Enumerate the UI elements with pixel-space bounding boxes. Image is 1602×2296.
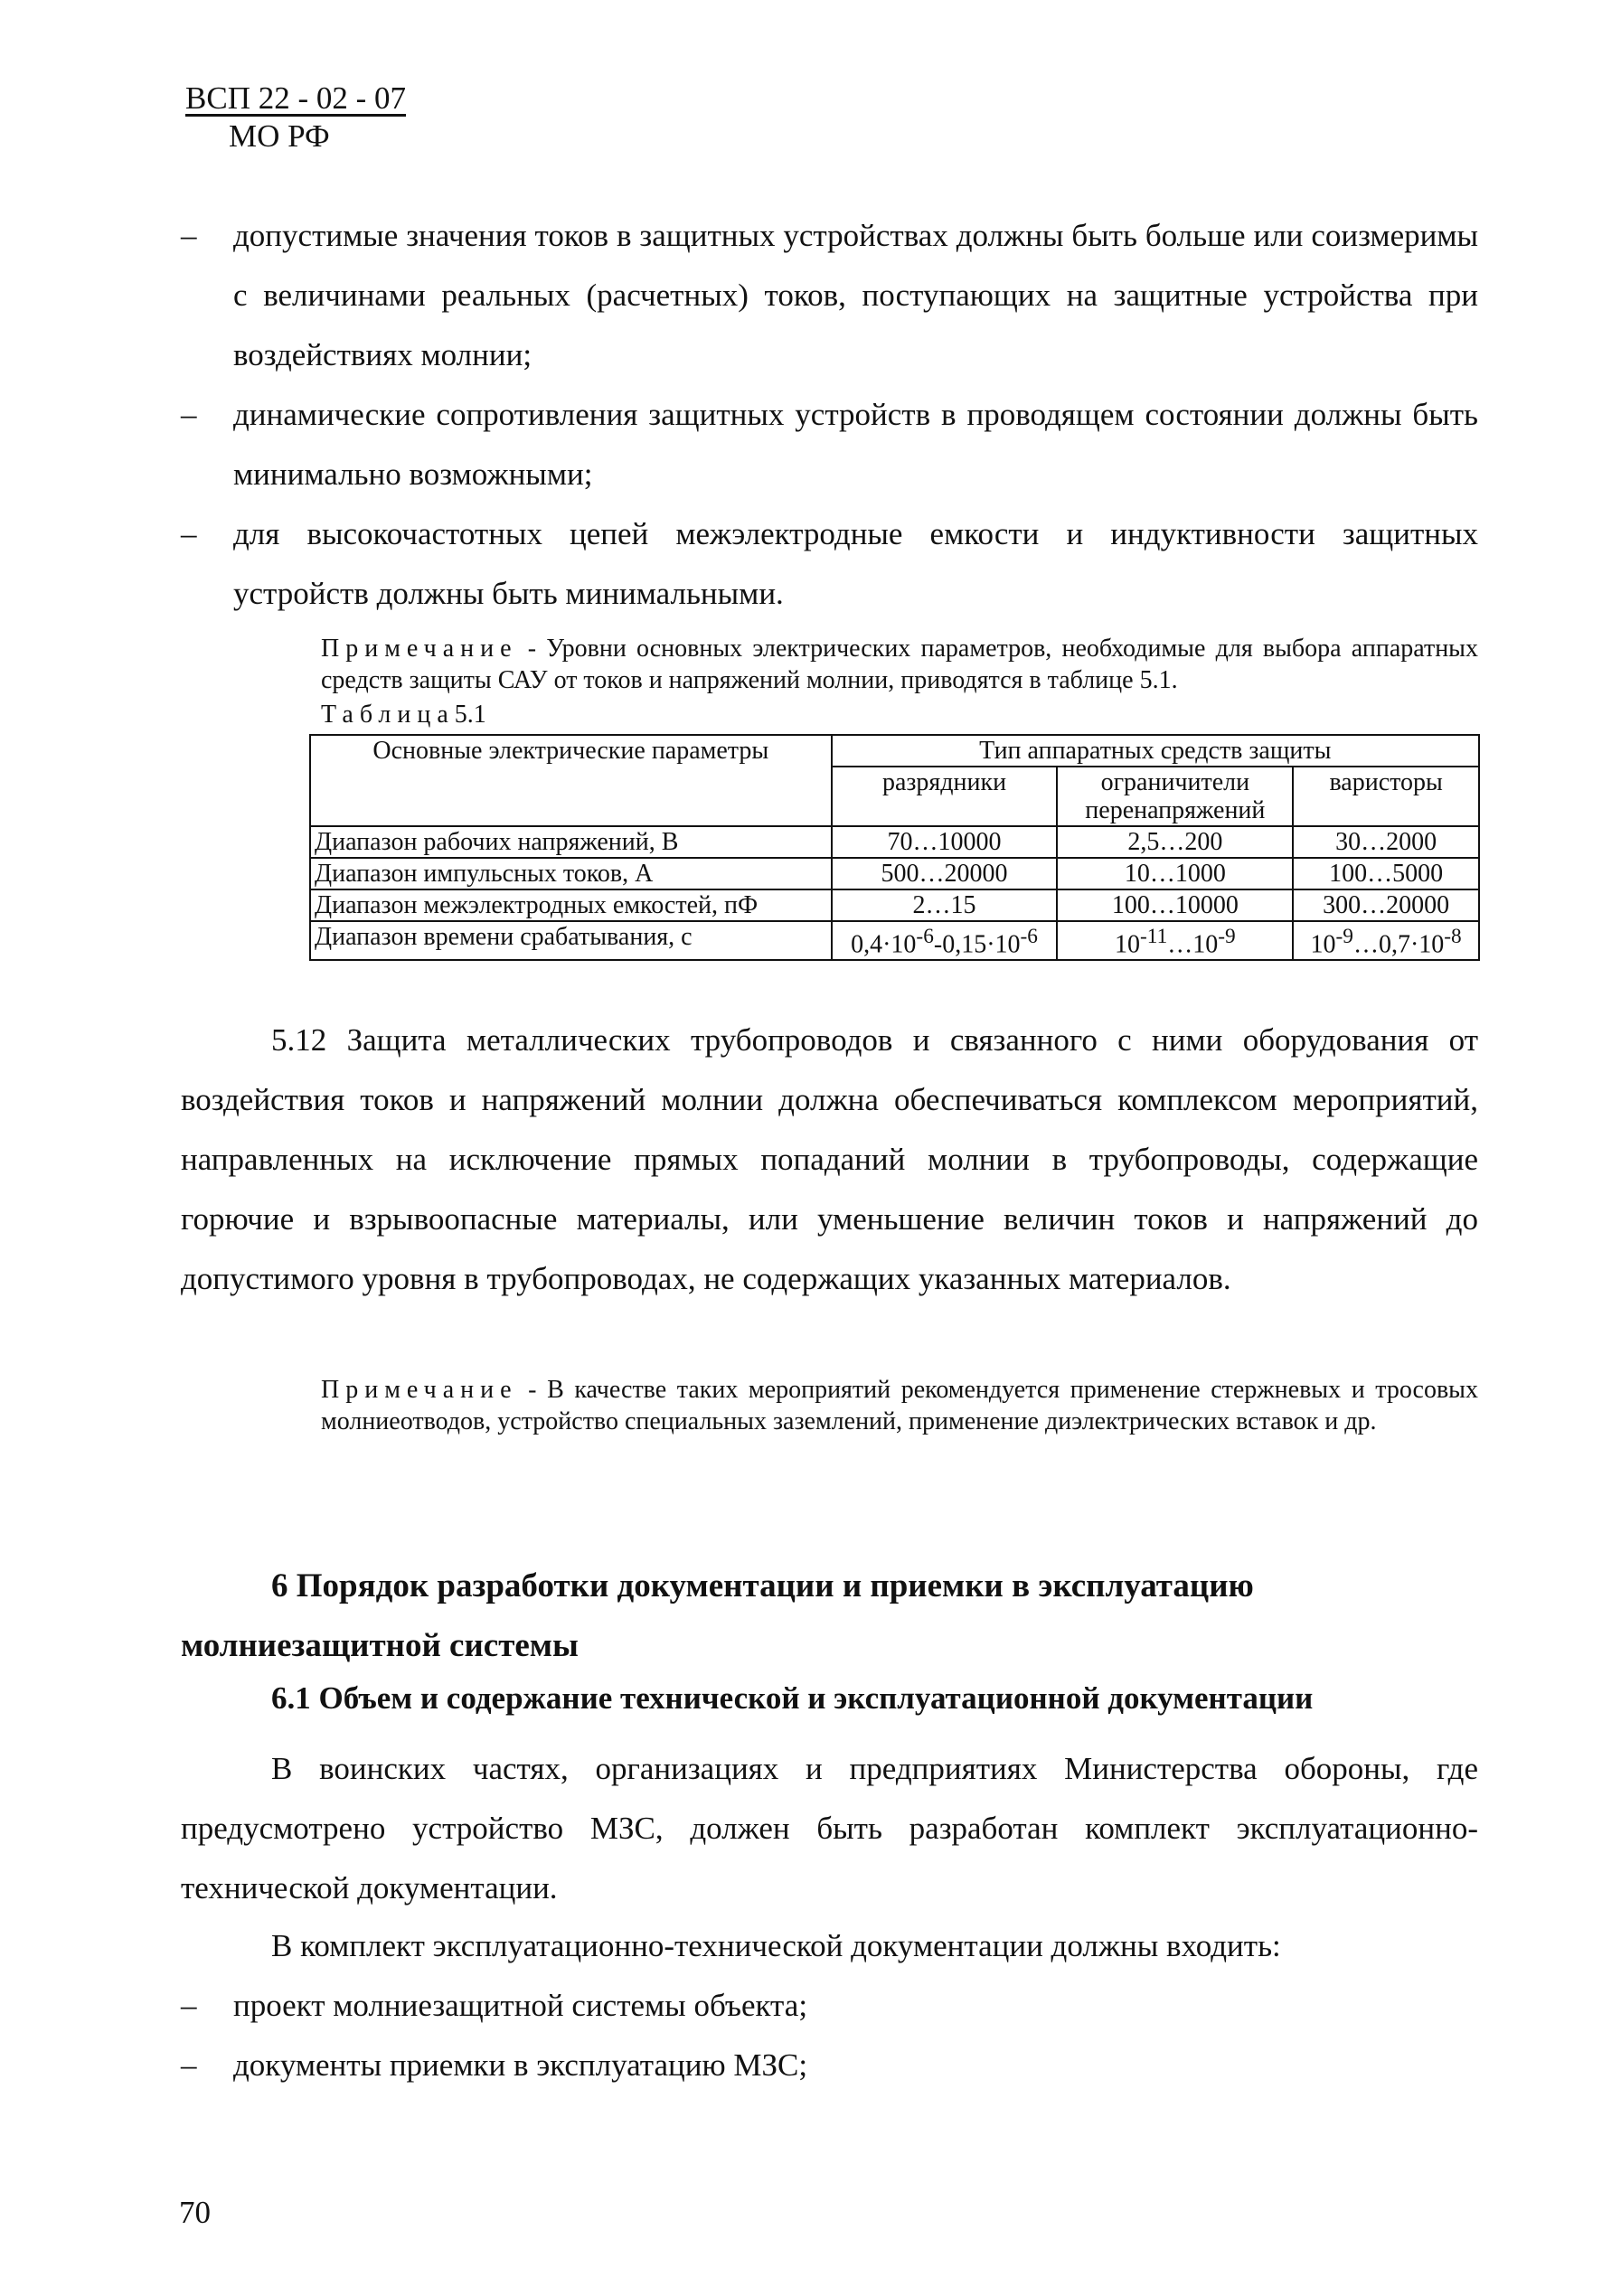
list-dash: – — [181, 218, 197, 253]
paragraph: В воинских частях, организациях и предприятиях Министерства обороны, где предусмотрено устройство МЗС, должен быть разработан комплект эксплуатационно-технической документации. — [181, 1751, 1478, 1905]
list-dash: – — [181, 397, 197, 432]
note-text: Уровни основных электрических параметров, необходимые для выбора аппаратных средств защиты САУ от токов и напряжений молнии, приводятся в таблице 5.1. — [321, 635, 1478, 694]
table-caption-number: 5.1 — [454, 701, 486, 729]
table-cell: 30…2000 — [1293, 826, 1479, 858]
list-item-text: документы приемки в эксплуатацию МЗС; — [233, 2047, 808, 2083]
group-header-cell: Тип аппаратных средств защиты — [832, 735, 1479, 767]
row-label-cell: Диапазон межэлектродных емкостей, пФ — [310, 889, 832, 921]
note-label: Примечание — [321, 635, 518, 663]
list-item — [181, 206, 1478, 385]
table-caption — [321, 701, 486, 729]
page-number: 70 — [179, 2195, 211, 2230]
table-cell: 70…10000 — [832, 826, 1058, 858]
paragraph-5-12: 5.12 Защита металлических трубопроводов и связанного с ними оборудования от воздействия токов и напряжений молнии должна обеспечиваться комплексом мероприятий, направленных на исключение прямых попаданий молнии в трубопроводы, содержащие горючие и взрывоопасные материалы, или уменьшение величин токов и напряжений до допустимого уровня в трубопроводах, не содержащих указанных материалов. — [181, 1022, 1478, 1296]
table-caption-label: Таблица — [321, 701, 455, 729]
note-separator: - — [517, 1376, 548, 1404]
note — [321, 633, 1478, 696]
note — [321, 1374, 1478, 1437]
document-header — [185, 80, 406, 155]
table-cell: 500…20000 — [832, 858, 1058, 889]
param-header-cell: Основные электрические параметры — [310, 735, 832, 826]
table-row — [310, 889, 1479, 921]
paragraph: В комплект эксплуатационно-технической документации должны входить: — [271, 1928, 1281, 1963]
list-dash: – — [181, 516, 197, 551]
document-org: МО РФ — [229, 118, 330, 154]
row-label-cell: Диапазон времени срабатывания, с — [310, 921, 832, 960]
note-label: Примечание — [321, 1376, 518, 1404]
list-item-text: проект молниезащитной системы объекта; — [233, 1988, 808, 2023]
note-text: В качестве таких мероприятий рекомендуется применение стержневых и тросовых молниеотводов, устройство специальных заземлений, применение диэлектрических вставок и др. — [321, 1376, 1478, 1435]
col-header-cell: ограничители перенапряжений — [1057, 767, 1293, 826]
list-item-text: динамические сопротивления защитных устройств в проводящем состоянии должны быть минимально возможными; — [233, 397, 1478, 492]
table-row — [310, 826, 1479, 858]
list-item — [181, 385, 1478, 504]
table-cell: 100…10000 — [1057, 889, 1293, 921]
table-cell: 2…15 — [832, 889, 1058, 921]
col-header-cell: варисторы — [1293, 767, 1479, 826]
parameters-table — [309, 734, 1480, 961]
list-dash: – — [181, 1988, 197, 2023]
col-header-cell: разрядники — [832, 767, 1058, 826]
table-cell: $10^{-9}\dots 0,7\cdot 10^{-8}$ — [1293, 921, 1479, 960]
table-cell: $10^{-11}\dots 10^{-9}$ — [1057, 921, 1293, 960]
list-item — [181, 1976, 1478, 2036]
table-header-row — [310, 735, 1479, 767]
list-dash: – — [181, 2047, 197, 2083]
note-separator: - — [517, 635, 547, 663]
table-cell: 10…1000 — [1057, 858, 1293, 889]
table-cell: 100…5000 — [1293, 858, 1479, 889]
table-cell: $0,4\cdot 10^{-6}-0,15\cdot 10^{-6}$ — [832, 921, 1058, 960]
table-row — [310, 921, 1479, 960]
table-cell: 300…20000 — [1293, 889, 1479, 921]
table-cell: 2,5…200 — [1057, 826, 1293, 858]
section-heading: 6 Порядок разработки документации и приемки в эксплуатацию молниезащитной системы — [181, 1567, 1254, 1664]
row-label-cell: Диапазон импульсных токов, А — [310, 858, 832, 889]
list-item-text: для высокочастотных цепей межэлектродные емкости и индуктивности защитных устройств должны быть минимальными. — [233, 516, 1478, 611]
list-item — [181, 2036, 1478, 2095]
table-row — [310, 858, 1479, 889]
subsection-heading: 6.1 Объем и содержание технической и эксплуатационной документации — [271, 1680, 1314, 1716]
document-code: ВСП 22 - 02 - 07 — [185, 80, 407, 116]
row-label-cell: Диапазон рабочих напряжений, В — [310, 826, 832, 858]
list-item-text: допустимые значения токов в защитных устройствах должны быть больше или соизмеримы с величинами реальных (расчетных) токов, поступающих на защитные устройства при воздействиях молнии; — [233, 218, 1478, 372]
list-item — [181, 504, 1478, 624]
